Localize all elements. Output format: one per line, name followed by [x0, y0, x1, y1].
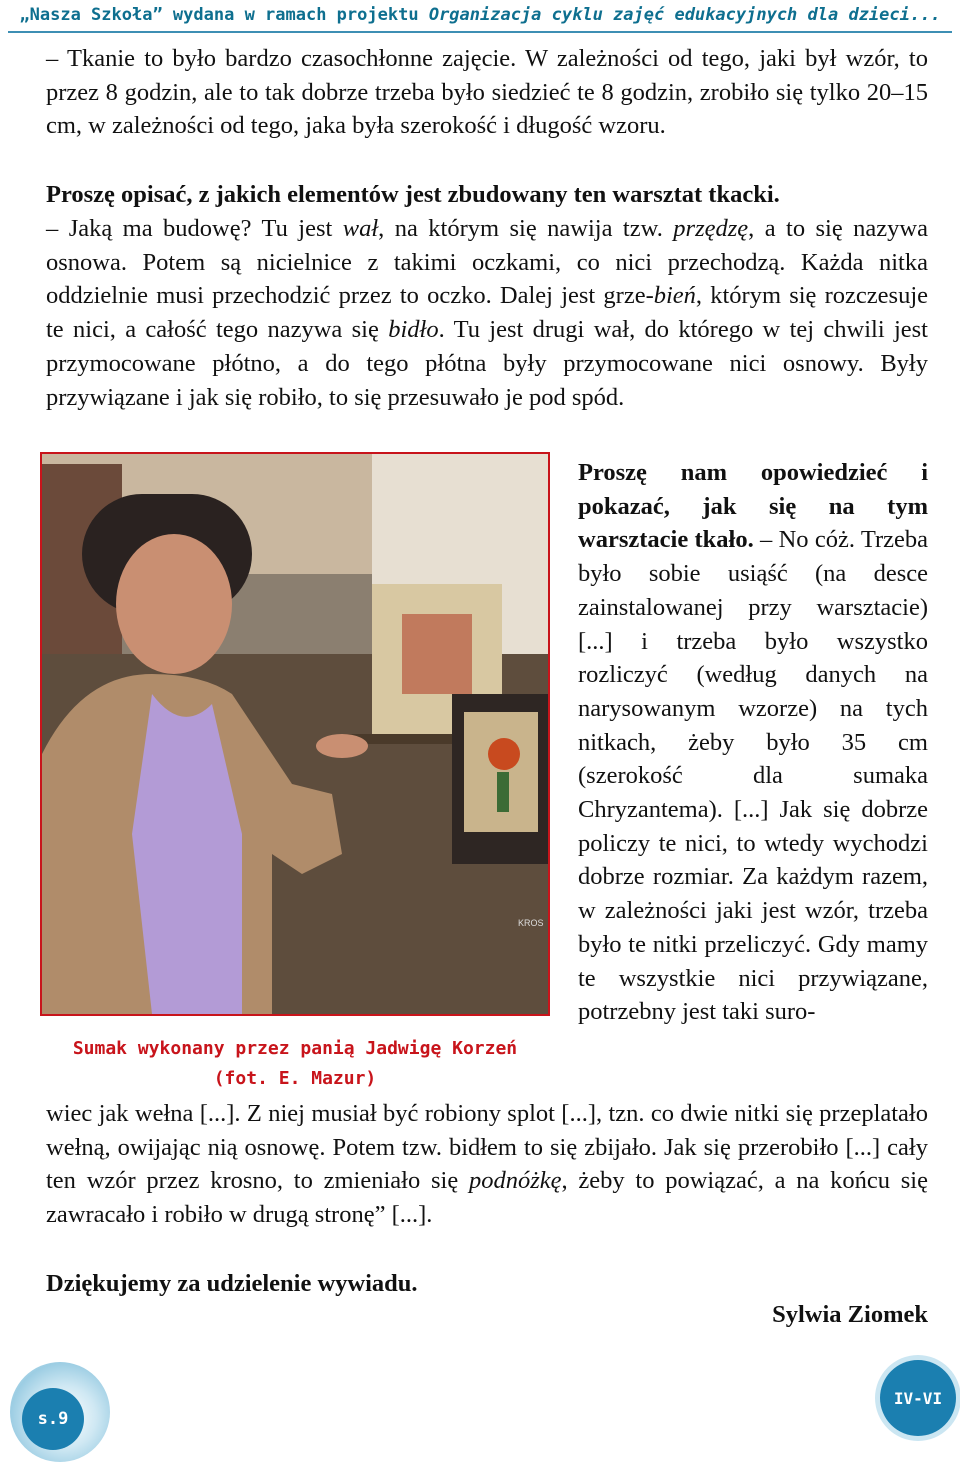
header-divider — [8, 31, 952, 33]
caption-line-2: (fot. E. Mazur) — [213, 1068, 377, 1089]
question-1: Proszę opisać, z jakich elementów jest zbudowany ten warsztat tkacki. — [46, 181, 780, 208]
answer-paragraph-1: – Tkanie to było bardzo czasochłonne zajęcie. W zależności od tego, jaki był wzór, to przez 8 godzin, ale to tak dobrze trzeba było siedzieć te 8 godzin, zrobiło się tylko 20–15 cm, w zależności od tego, jaka była szerokość i długość wzoru. — [46, 45, 928, 140]
caption-line-1: Sumak wykonany przez panią Jadwigę Korzeń — [72, 1038, 518, 1059]
answer-paragraph-3: – No cóż. Trzeba było sobie usiąść (na desce zainstalowanej przy warsztacie) [...] i trzeba było wszystko rozliczyć (według danych na narysowanym wzorze) na tych nitkach, żeby było 35 cm (szerokość dla sumaka Chryzantema). [...] Jak się dobrze policzy te nici, to wtedy wychodzi dobrze rozmiar. Za każdym razem, w zależności jaki jest wzór, trzeba było te nitki przeliczyć. Gdy mamy te wszystkie nici przywiązane, potrzebny jest taki suro- — [578, 526, 928, 1026]
page-number: s.9 — [22, 1388, 84, 1450]
weaver-photo — [40, 452, 550, 1016]
answer-paragraph-4: wiec jak wełna [...]. Z niej musiał być robiony splot [...], tzn. co dwie nitki się przeplatało wełną, owijając nią osnowę. Potem tzw. bidłem to się zbijało. Jak się przerobiło [...] cały ten wzór przez krosno, to zmieniało się podnóżkę, żeby to powiązać, a na końcu się zawracało i robiło w drugą stronę” [...]. — [46, 1100, 928, 1229]
running-header — [0, 0, 960, 30]
photo-caption — [40, 1034, 550, 1094]
header-project: Organizacja cyklu zajęć edukacyjnych dla dzieci... — [428, 5, 941, 25]
author-signature: Sylwia Ziomek — [772, 1301, 928, 1328]
answer-paragraph-2: – Jaką ma budowę? Tu jest wał, na którym się nawija tzw. przędzę, a to się nazywa osnowa. Potem są nicielnice z takimi oczkami, co nici przechodzą. Każda nitka oddzielnie musi przechodzić przez to oczko. Dalej jest grze-bień, którym się rozczesuje te nici, a całość tego nazywa się bidło. Tu jest drugi wał, do którego w tej chwili jest przymocowane płótno, a do tego płótna były przymocowane nici osnowy. Były przywiązane i jak się robiło, to się przesuwało je pod spód. — [46, 215, 929, 411]
photo-label: KROS — [518, 918, 544, 928]
question-2: Proszę nam opowiedzieć i pokazać, jak się na tym warsztacie tkało. — [578, 459, 928, 554]
right-column — [578, 456, 928, 1029]
photo-illustration — [42, 454, 548, 1014]
thanks-line: Dziękujemy za udzielenie wywiadu. — [46, 1270, 418, 1297]
header-quote: „Nasza Szkoła” wydana w ramach projektu — [19, 5, 419, 25]
grade-level-badge: IV-VI — [880, 1360, 956, 1436]
